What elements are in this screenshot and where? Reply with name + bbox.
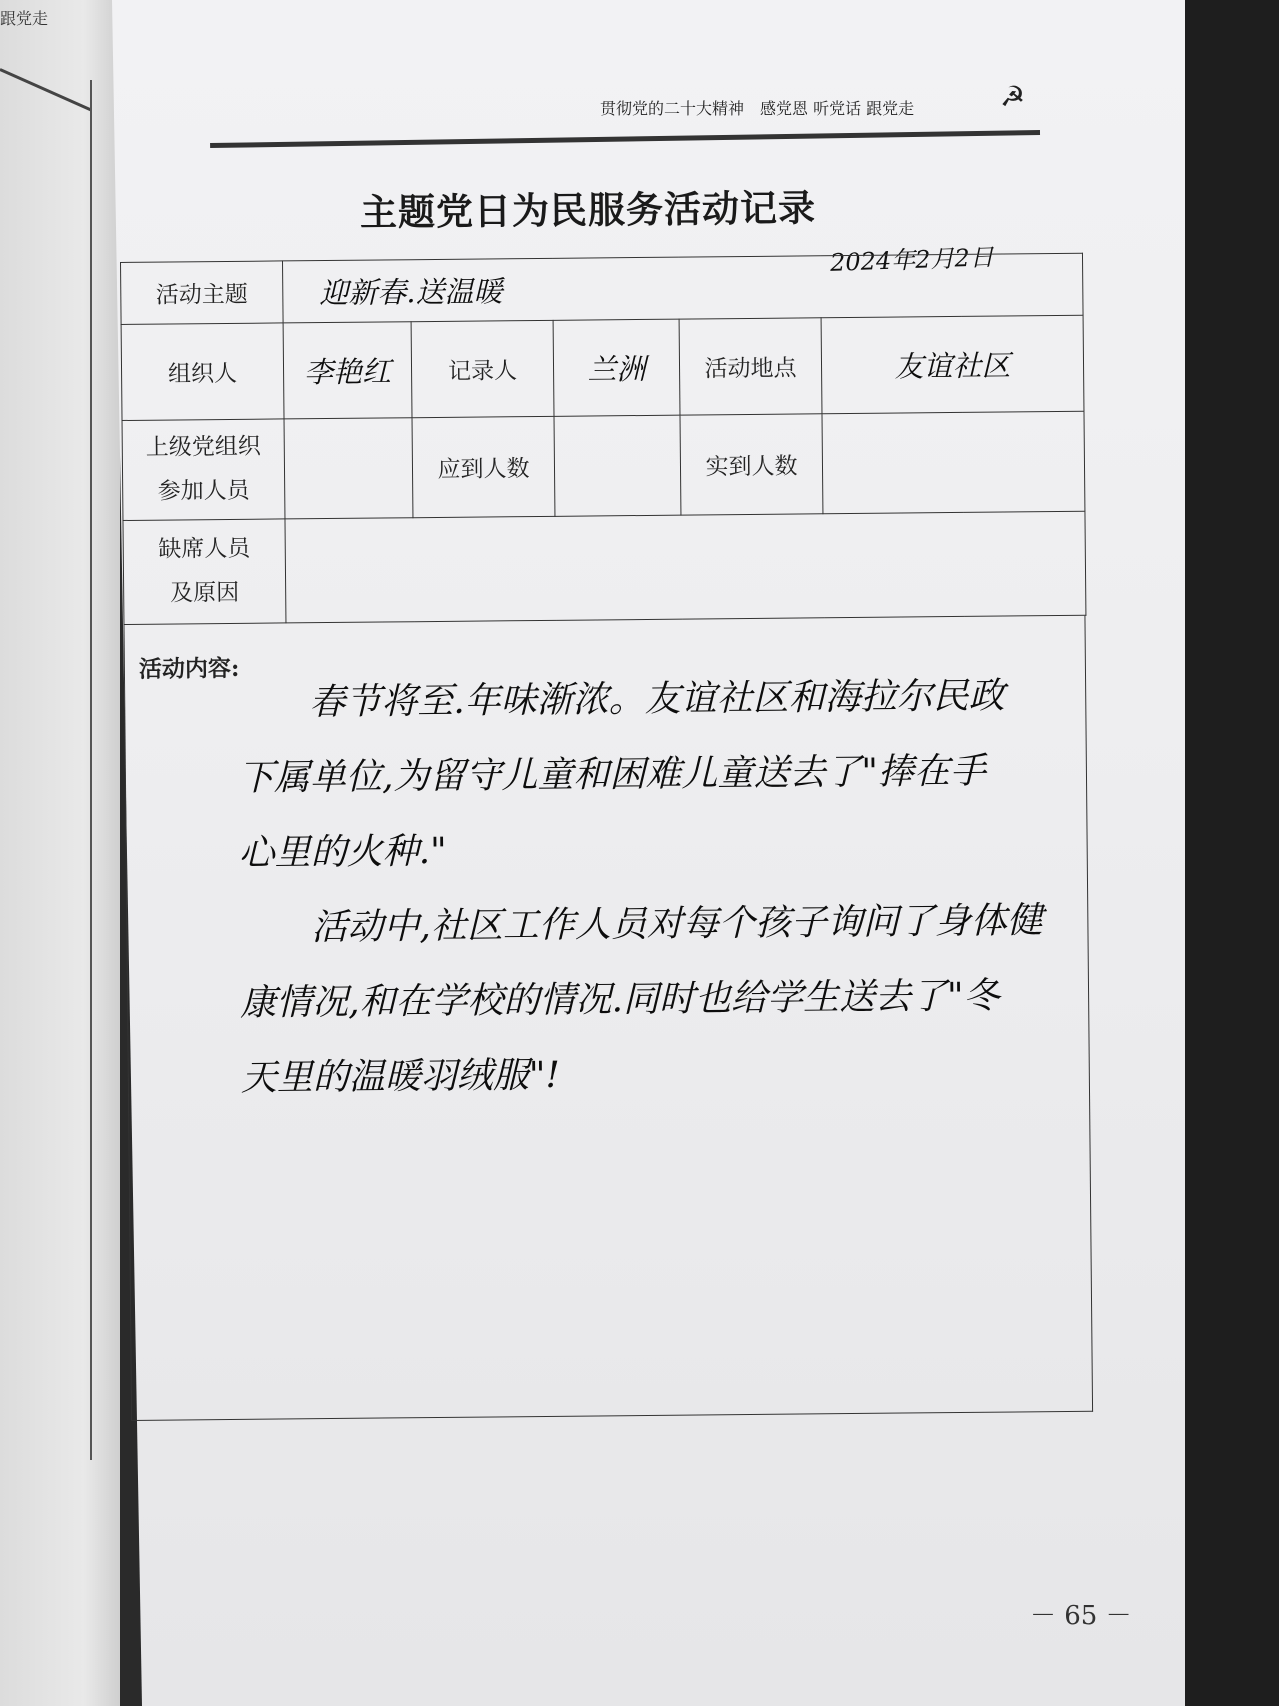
expected-label: 应到人数 bbox=[412, 416, 555, 517]
organizer-handwriting: 李艳红 bbox=[303, 354, 392, 390]
absent-label-line2: 及原因 bbox=[170, 579, 240, 607]
recorder-handwriting: 兰洲 bbox=[587, 351, 646, 387]
content-line: 下属单位,为留守儿童和困难儿童送去了"捧在手 bbox=[237, 750, 987, 799]
content-line: 康情况,和在学校的情况.同时也给学生送去了"冬 bbox=[239, 975, 1000, 1024]
location-label: 活动地点 bbox=[679, 318, 822, 415]
actual-value bbox=[822, 411, 1085, 514]
superior-value bbox=[284, 418, 413, 519]
content-line: 天里的温暖羽绒服"! bbox=[240, 1054, 561, 1099]
theme-value bbox=[282, 253, 1083, 323]
location-value bbox=[821, 315, 1084, 414]
organizer-label: 组织人 bbox=[121, 323, 284, 421]
absent-label bbox=[123, 519, 286, 625]
content-line: 活动中,社区工作人员对每个孩子询问了身体健 bbox=[239, 900, 1044, 949]
recorder-label: 记录人 bbox=[411, 320, 554, 417]
party-emblem-icon: ☭ bbox=[1000, 80, 1026, 113]
page-number: － 65 － bbox=[1030, 1601, 1132, 1631]
content-label: 活动内容: bbox=[138, 654, 240, 683]
organizer-value bbox=[283, 322, 412, 419]
left-page-frame bbox=[0, 80, 92, 1460]
content-line: 春节将至.年味渐浓。友谊社区和海拉尔民政 bbox=[237, 675, 1005, 724]
absent-row bbox=[123, 511, 1086, 624]
superior-label bbox=[122, 419, 285, 521]
page-title: 主题党日为民服务活动记录 bbox=[359, 185, 817, 235]
absent-label-line1: 缺席人员 bbox=[158, 535, 251, 563]
form-table bbox=[120, 253, 1087, 625]
content-handwriting bbox=[237, 658, 1061, 1116]
people-row bbox=[121, 315, 1084, 420]
expected-value bbox=[554, 415, 681, 516]
left-page-header: 跟党走 bbox=[0, 9, 49, 28]
activity-content-box bbox=[123, 616, 1093, 1421]
location-handwriting: 友谊社区 bbox=[894, 348, 1011, 384]
actual-label: 实到人数 bbox=[680, 414, 823, 515]
superior-label-line1: 上级党组织 bbox=[145, 433, 261, 461]
superior-label-line2: 参加人员 bbox=[157, 477, 250, 505]
attendance-row bbox=[122, 411, 1085, 520]
activity-form bbox=[120, 253, 1094, 1467]
theme-handwriting: 迎新春.送温暖 bbox=[319, 274, 503, 311]
theme-row bbox=[121, 253, 1084, 324]
record-date: 2024年2月2日 bbox=[829, 243, 995, 277]
left-page bbox=[0, 0, 120, 1706]
background-edge bbox=[1185, 0, 1279, 1706]
header-slogan: 贯彻党的二十大精神 感党恩 听党话 跟党走 bbox=[600, 99, 915, 118]
absent-value bbox=[285, 511, 1086, 623]
content-line: 心里的火种." bbox=[238, 830, 447, 874]
theme-label: 活动主题 bbox=[121, 261, 284, 325]
recorder-value bbox=[553, 319, 680, 416]
